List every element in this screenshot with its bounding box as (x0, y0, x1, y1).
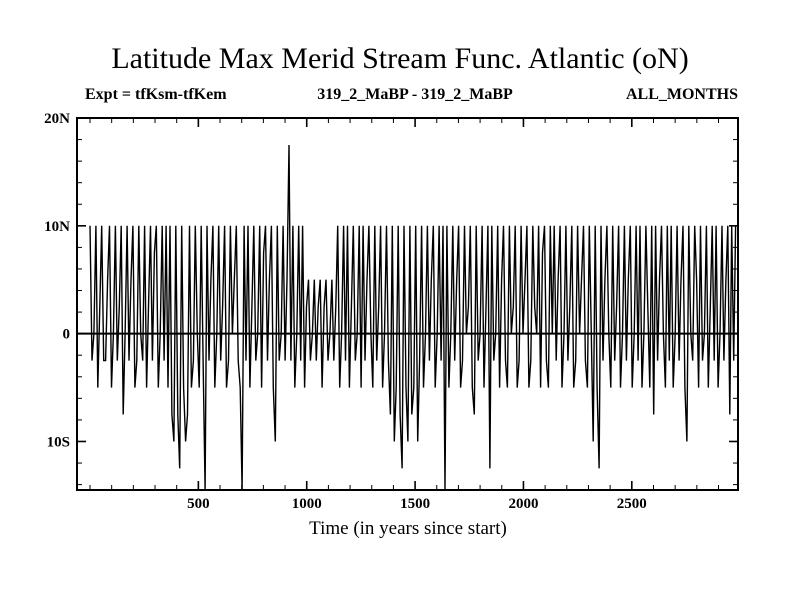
y-tick-label: 10S (46, 434, 70, 451)
y-tick-label: 10N (44, 218, 70, 235)
x-tick-label: 2000 (508, 496, 539, 512)
x-tick-label: 1000 (291, 496, 322, 512)
subtitle-months: ALL_MONTHS (625, 86, 738, 103)
x-tick-label: 500 (187, 496, 210, 512)
y-tick-label: 0 (62, 326, 70, 343)
y-tick-label: 20N (44, 111, 70, 127)
data-line (90, 145, 738, 490)
subtitle-dataset: 319_2_MaBP - 319_2_MaBP (317, 86, 513, 103)
x-tick-label: 1500 (400, 496, 431, 512)
chart-title: Latitude Max Merid Stream Func. Atlantic (oN) (111, 42, 689, 75)
x-tick-label: 2500 (616, 496, 647, 512)
x-axis-label: Time (in years since start) (309, 518, 507, 539)
subtitle-experiment: Expt = tfKsm-tfKem (85, 86, 227, 103)
